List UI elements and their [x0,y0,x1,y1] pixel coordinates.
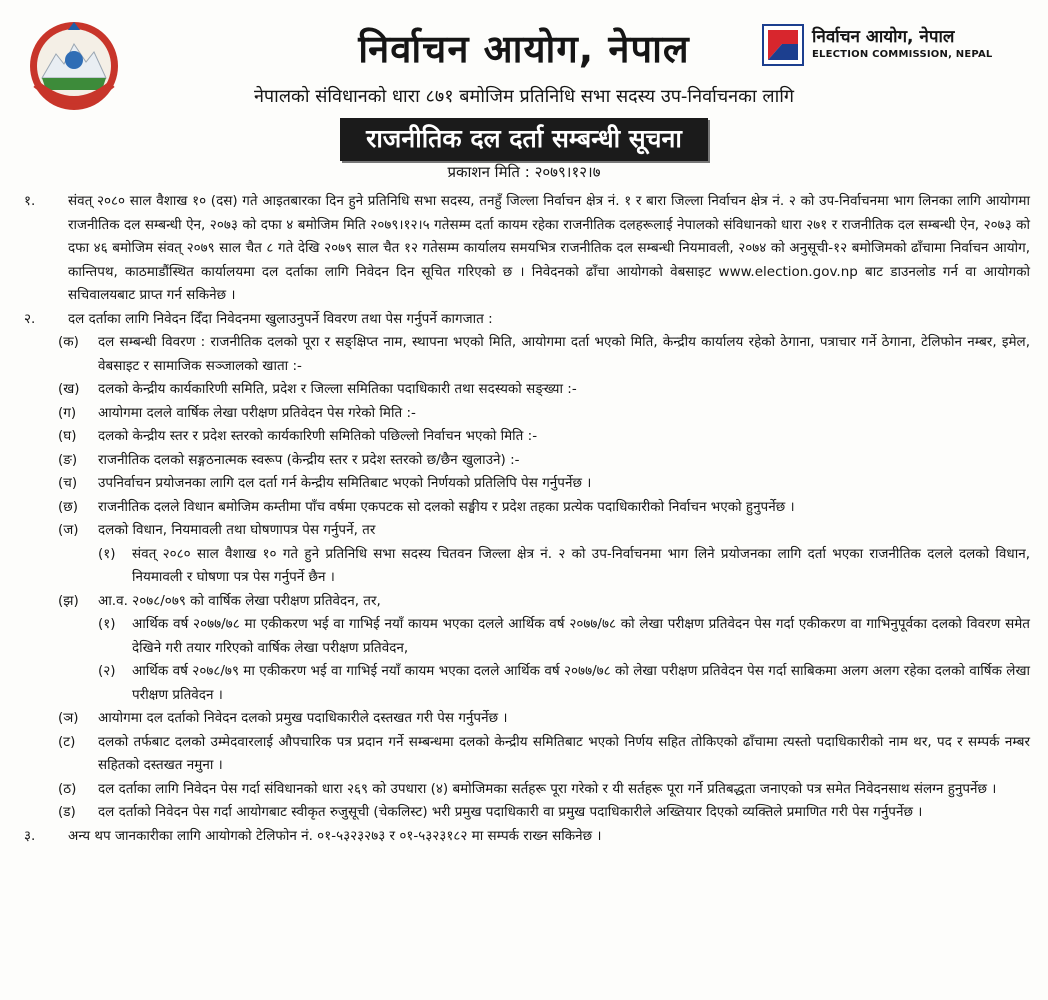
list-item [58,778,1030,802]
sub-item-label: (१) [98,616,116,632]
item-label: (ग) [58,404,77,421]
item-text: दलको तर्फबाट दलको उम्मेदवारलाई औपचारिक पत्र प्रदान गर्ने सम्बन्धमा दलको केन्द्रीय समितिबाट भएको निर्णय सहित तोकिएको ढाँचामा त्यस्तो पदाधिकारीको नाम थर, पद र सम्पर्क नम्बर सहितको दस्तखत नमुना । [98,733,1030,773]
section-number: २. [24,310,36,327]
list-item [58,425,1030,449]
list-item [58,378,1030,402]
item-text: दलको केन्द्रीय कार्यकारिणी समिति, प्रदेश र जिल्ला समितिका पदाधिकारी तथा सदस्यको सङ्ख्या :- [98,381,577,397]
item-text: दल दर्ताका लागि निवेदन पेस गर्दा संविधानको धारा २६९ को उपधारा (४) बमोजिमका सर्तहरू पूरा गरेको र यी सर्तहरू पूरा गर्ने प्रतिबद्धता जनाएको पत्र समेत निवेदनसाथ संलग्न हुनुपर्नेछ । [98,780,997,797]
subtitle: नेपालको संविधानको धारा ८७१ बमोजिम प्रतिनिधि सभा सदस्य उप-निर्वाचनका लागि [253,86,795,107]
list-item [58,731,1030,778]
list-item [58,519,1030,543]
item-label: (ख) [58,381,80,397]
item-text: दलको केन्द्रीय स्तर र प्रदेश स्तरको कार्यकारिणी समितिको पछिल्लो निर्वाचन भएको मिति :- [98,428,538,444]
item-label: (घ) [58,428,77,444]
logo-text-english: ELECTION COMMISSION, NEPAL [812,49,993,60]
banner-text: राजनीतिक दल दर्ता सम्बन्धी सूचना [340,118,708,161]
item-label: (ञ) [58,710,79,726]
publication-date: प्रकाशन मिति : २०७९।१२।७ [447,163,601,181]
sub-item-label: (१) [98,545,116,562]
item-label: (च) [58,475,78,491]
page-title: निर्वाचन आयोग, नेपाल [358,27,690,71]
item-text: आ.व. २०७८/०७९ को वार्षिक लेखा परीक्षण प्रतिवेदन, तर, [98,592,381,609]
banner [0,118,1048,161]
list-item [58,331,1030,378]
item-label: (क) [58,334,79,350]
notice-body [24,190,1030,848]
sub-item-text: आर्थिक वर्ष २०७७/७८ मा एकीकरण भई वा गाभिई नयाँ कायम भएका दलले आर्थिक वर्ष २०७७/७८ को लेखा परीक्षण प्रतिवेदन पेस गर्दा एकीकरण वा गाभिनुपूर्वका दलको विवरण समेत देखिने गरी तयार गरिएको वार्षिक लेखा परीक्षण प्रतिवेदन, [132,616,1030,656]
ec-logo-icon [762,24,804,66]
section-number: ३. [24,827,36,844]
item-text: दल सम्बन्धी विवरण : राजनीतिक दलको पूरा र सङ्क्षिप्त नाम, स्थापना भएको मिति, आयोगमा दर्ता भएको मिति, केन्द्रीय कार्यालय रहेको ठेगाना, पत्राचार गर्ने ठेगाना, टेलिफोन नम्बर, इमेल, वेबसाइट र सामाजिक सञ्जालको खाता :- [98,334,1030,374]
sub-list-item [98,613,1030,660]
section-1 [24,190,1030,308]
item-label: (ठ) [58,780,77,797]
logo-text-nepali: निर्वाचन आयोग, नेपाल [812,27,955,47]
section-3 [24,825,1030,849]
item-text: उपनिर्वाचन प्रयोजनका लागि दल दर्ता गर्न केन्द्रीय समितिबाट भएको निर्णयको प्रतिलिपि पेस गर्नुपर्नेछ । [98,475,592,491]
list-item [58,402,1030,426]
item-text: आयोगमा दलले वार्षिक लेखा परीक्षण प्रतिवेदन पेस गरेको मिति :- [98,404,416,421]
list-item [58,449,1030,473]
item-label: (छ) [58,498,78,515]
section-text: अन्य थप जानकारीका लागि आयोगको टेलिफोन नं. ०१-५३२३२७३ र ०१-५३२३१८२ मा सम्पर्क राख्न सकिनेछ । [68,827,602,844]
section-text: दल दर्ताका लागि निवेदन दिँदा निवेदनमा खुलाउनुपर्ने विवरण तथा पेस गर्नुपर्ने कागजात : [68,310,493,327]
item-label: (ज) [58,522,79,538]
sub-list-item [98,543,1030,590]
item-text: दल दर्ताको निवेदन पेस गर्दा आयोगबाट स्वीकृत रुजुसूची (चेकलिस्ट) भरी प्रमुख पदाधिकारी वा प्रमुख पदाधिकारीले अख्तियार दिएको व्यक्तिले प्रमाणित गरी पेस गर्नुपर्नेछ । [98,804,923,820]
item-text: आयोगमा दल दर्ताको निवेदन दलको प्रमुख पदाधिकारीले दस्तखत गरी पेस गर्नुपर्नेछ । [98,710,508,726]
section-number: १. [24,193,36,209]
notice-header [0,0,1048,181]
list-item [58,801,1030,825]
sub-item-label: (२) [98,663,116,679]
item-label: (झ) [58,592,79,609]
sub-item-text: संवत् २०८० साल वैशाख १० गते हुने प्रतिनिधि सभा सदस्य चितवन जिल्ला क्षेत्र नं. २ को उप-निर्वाचनमा भाग लिने प्रयोजनका लागि दर्ता भएका राजनीतिक दलले दलको विधान, नियमावली र घोषणा पत्र पेस गर्नुपर्ने छैन । [132,545,1030,585]
sub-item-text: आर्थिक वर्ष २०७८/७९ मा एकीकरण भई वा गाभिई नयाँ कायम भएका दलले आर्थिक वर्ष २०७७/७८ को लेखा परीक्षण प्रतिवेदन पेस गर्दा साबिकमा अलग अलग रहेका दलको वार्षिक लेखा परीक्षण प्रतिवेदन । [132,663,1030,703]
section-2 [24,308,1030,332]
item-label: (ट) [58,733,76,750]
item-text: राजनीतिक दलले विधान बमोजिम कम्तीमा पाँच वर्षमा एकपटक सो दलको सङ्घीय र प्रदेश तहका प्रत्येक पदाधिकारीको निर्वाचन भएको हुनुपर्नेछ । [98,498,795,515]
list-item [58,472,1030,496]
list-item [58,590,1030,614]
item-text: राजनीतिक दलको सङ्गठनात्मक स्वरूप (केन्द्रीय स्तर र प्रदेश स्तरको छ/छैन खुलाउने) :- [98,451,520,468]
sub-list-item [98,660,1030,707]
item-text: दलको विधान, नियमावली तथा घोषणापत्र पेस गर्नुपर्ने, तर [98,522,376,538]
list-item [58,707,1030,731]
item-label: (ङ) [58,451,78,468]
section-text: संवत् २०८० साल वैशाख १० (दस) गते आइतबारका दिन हुने प्रतिनिधि सभा सदस्य, तनहुँ जिल्ला निर्वाचन क्षेत्र नं. १ र बारा जिल्ला निर्वाचन क्षेत्र नं. २ को उप-निर्वाचनमा भाग लिनका लागि आयोगमा राजनीतिक दल सम्बन्धी ऐन, २०७३ को दफा ४ बमोजिम मिति २०७९।१२।५ गतेसम्म दर्ता कायम रहेका राजनीतिक दलहरूलाई नेपालको संविधानको धारा २७१ र राजनीतिक दल सम्बन्धी ऐन, २०७३ को दफा ४६ बमोजिम संवत् २०७९ साल चैत ८ गते देखि २०७९ साल चैत १२ गतेसम्म कार्यालय समयभित्र राजनीतिक दल सम्बन्धी नियमावली, २०७४ को अनुसूची-१२ बमोजिमको ढाँचामा निर्वाचन आयोग, कान्तिपथ, काठमाडौंस्थित कार्यालयमा दल दर्ताका लागि निवेदन दिन सूचित गरिएको छ । निवेदनको ढाँचा आयोगको वेबसाइट www.election.gov.np बाट डाउनलोड गर्न वा आयोगको सचिवालयबाट प्राप्त गर्न सकिनेछ । [68,193,1030,303]
election-commission-logo [762,20,1018,70]
list-item [58,496,1030,520]
item-label: (ड) [58,804,76,820]
